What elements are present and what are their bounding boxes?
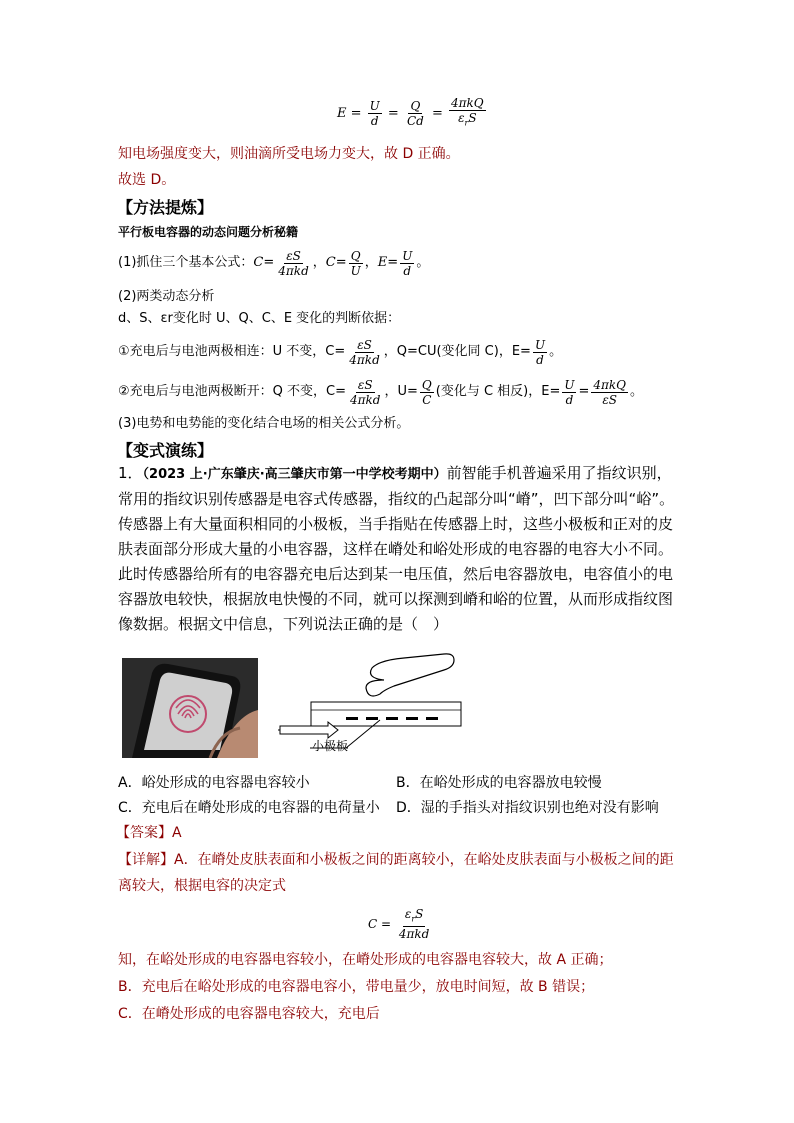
method-item-2: (2)两类动态分析 [118, 289, 215, 304]
method-case-2: ②充电后与电池两极断开：Q 不变，C= $\frac{\varepsilon S}{\text{4πkd}}$ ，U= $\frac{Q}{C}$ (变化与 C 相反)，E= $\frac{U}{d}$ = $\frac{\text{4πkQ}}{\varepsilon S}$ 。 [118, 377, 644, 407]
after-line-2: B．充电后在峪处形成的电容器电容小，带电量少，放电时间短，故 B 错误； [118, 979, 595, 995]
option-c[interactable]: C．充电后在嵴处形成的电容器的电荷量小 [118, 800, 380, 816]
fraction-q-over-u: $\frac{Q}{U}$ [350, 248, 361, 278]
option-b[interactable]: B．在峪处形成的电容器放电较慢 [396, 775, 602, 791]
question-source: （2023 上·广东肇庆·高三肇庆市第一中学校考期中） [142, 467, 447, 482]
formula-e: E [337, 105, 347, 121]
field-strength-formula: E = $\frac{U}{d}$ = $\frac{Q}{Cd}$ = $\frac{\text{4πkQ}}{\varepsilon_rS}$ [337, 96, 488, 130]
fraction-epsilon-r-s: $\frac{\varepsilon_rS}{\text{4πkd}}$ [398, 907, 430, 942]
question-text: 前智能手机普遍采用了指纹识别，常用的指纹识别传感器是电容式传感器，指纹的凸起部分叫“嵴”，凹下部分叫“峪”。传感器上有大量面积相同的小极板，当手指贴在传感器上时，这些小极板和正对的皮肤表面部分形成大量的小电容器，这样在嵴处和峪处形成的电容器的电容大小不同。此时传感器给所有的电容器充电后达到某一电压值，然后电容器放电，电容值小的电容器放电较快，根据放电快慢的不同，就可以探测到嵴和峪的位置，从而形成指纹图像数据。根据文中信息，下列说法正确的是（ ） [118, 464, 675, 633]
question-number: 1． [118, 464, 143, 482]
method-case-1: ①充电后与电池两极相连：U 不变，C= $\frac{\varepsilon S}{\text{4πkd}}$ ，Q=CU(变化同 C)，E= $\frac{U}{d}$ 。 [118, 337, 563, 367]
practice-heading: 【变式演练】 [117, 441, 214, 460]
fraction-u-over-d-2: $\frac{U}{d}$ [402, 248, 413, 278]
phone-photo-graphic [122, 658, 258, 758]
small-plate-label: 小极板 [312, 739, 349, 753]
method-heading: 【方法提炼】 [117, 198, 214, 217]
option-d[interactable]: D．湿的手指头对指纹识别也绝对没有影响 [396, 800, 659, 816]
sensor-diagram [276, 652, 472, 760]
fraction-u-over-d: $\frac{U}{d}$ [369, 98, 380, 128]
answer: 【答案】A [116, 825, 182, 841]
explanation-line-2: 故选 D。 [118, 172, 176, 188]
fraction-q-over-cd: $\frac{Q}{Cd}$ [406, 98, 424, 128]
method-subheading: 平行板电容器的动态问题分析秘籍 [118, 225, 299, 239]
detail-text: A．在嵴处皮肤表面和小极板之间的距离较小，在峪处皮肤表面与小极板之间的距离较大，根据电容的决定式 [118, 852, 674, 894]
fraction-4pikq: $\frac{\text{4πkQ}}{\varepsilon_rS}$ [451, 96, 484, 128]
method-item-2-detail: d、S、εr变化时 U、Q、C、E 变化的判断依据： [118, 311, 401, 326]
explanation-line-1: 知电场强度变大，则油滴所受电场力变大，故 D 正确。 [118, 146, 460, 162]
sensor-diagram-graphic [276, 652, 472, 760]
capacitance-formula: C = $\frac{\varepsilon_rS}{\text{4πkd}}$ [368, 907, 430, 942]
detail-prefix: 【详解】 [118, 852, 174, 868]
option-a[interactable]: A．峪处形成的电容器电容较小 [118, 775, 310, 791]
fraction-epsilon-s: $\frac{\varepsilon S}{\text{4πkd}}$ [278, 248, 309, 278]
question-1 [118, 461, 678, 637]
detail-explanation [118, 847, 678, 899]
after-line-1: 知，在峪处形成的电容器电容较小，在嵴处形成的电容器电容较大，故 A 正确； [118, 952, 613, 968]
after-line-3: C．在嵴处形成的电容器电容较大，充电后 [118, 1006, 380, 1022]
method-item-3: (3)电势和电势能的变化结合电场的相关公式分析。 [118, 416, 410, 431]
phone-fingerprint-photo [122, 658, 258, 758]
method-item-1: (1)抓住三个基本公式： C = $\frac{\varepsilon S}{\text{4πkd}}$ ， C = $\frac{Q}{U}$ ， E = $\frac{U}{d}$ 。 [118, 248, 430, 278]
